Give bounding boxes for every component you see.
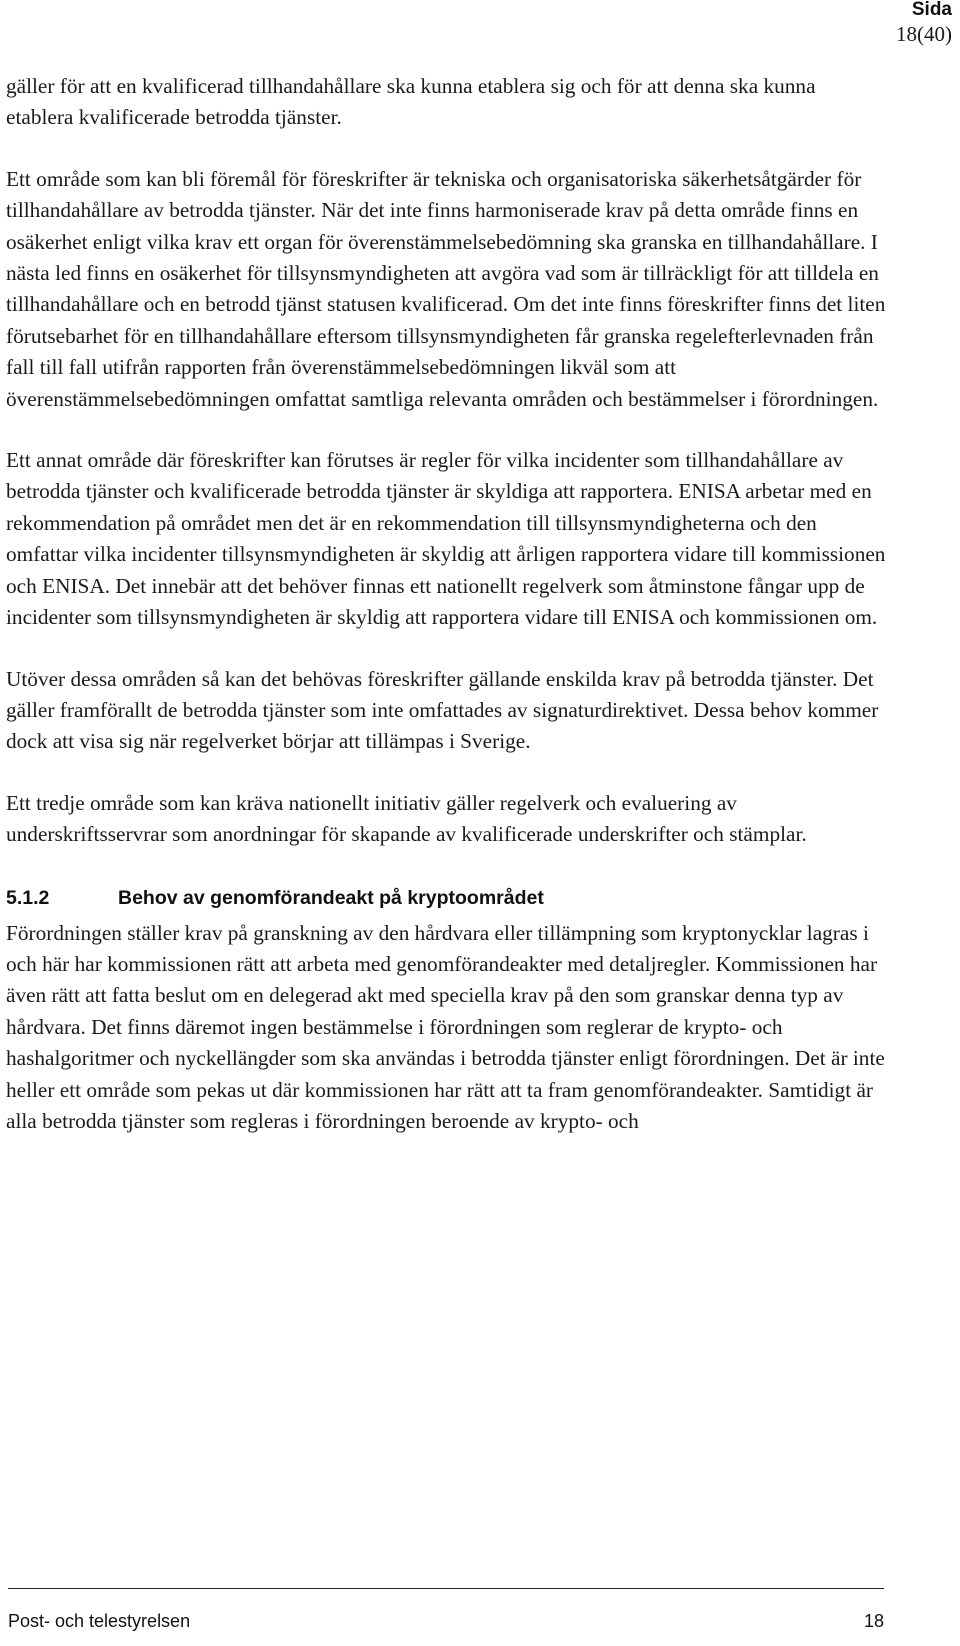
footer-divider <box>8 1588 884 1589</box>
page-label: Sida <box>911 0 952 20</box>
paragraph-intro-continuation: gäller för att en kvalificerad tillhandahållare ska kunna etablera sig och för att denna ska kunna etablera kvalificerade betrodda tjänster. <box>6 74 816 130</box>
paragraph-signature-servers: Ett tredje område som kan kräva nationellt initiativ gäller regelverk och evaluering av underskriftsservrar som anordningar för skapande av kvalificerade underskrifter och stämplar. <box>6 790 807 847</box>
footer-organization: Post- och telestyrelsen <box>8 1611 191 1631</box>
section-number: 5.1.2 <box>6 886 50 909</box>
document-body <box>6 71 886 1167</box>
footer-page-number: 18 <box>863 1611 884 1631</box>
section-title: Behov av genomförandeakt på kryptoområdet <box>118 886 544 909</box>
paragraph-crypto-implementing-acts: Förordningen ställer krav på granskning av den hårdvara eller tillämpning som kryptonycklar lagras i och här har kommissionen rätt att arbeta med genomförandeakter med detaljregler. Kommissionen har även rätt att fatta beslut om en delegerad akt med speciella krav på den som granskar denna typ av hårdvara. Det finns däremot ingen bestämmelse i förordningen som reglerar de krypto- och hashalgoritmer och nyckellängder som ska användas i betrodda tjänster enligt förordningen. Det är inte heller ett område som pekas ut där kommissionen har rätt att ta fram genomförandeakter. Samtidigt är alla betrodda tjänster som regleras i förordningen beroende av krypto- och <box>6 920 885 1133</box>
page-header <box>896 0 952 48</box>
page-number: 18(40) <box>896 22 952 46</box>
paragraph-security-measures: Ett område som kan bli föremål för föreskrifter är tekniska och organisatoriska säkerhetsåtgärder för tillhandahållare av betrodda tjänster. När det inte finns harmoniserade krav på detta område finns en osäkerhet enligt vilka krav ett organ för överenstämmelsebedömning ska granska en tillhandahållare. I nästa led finns en osäkerhet för tillsynsmyndigheten att avgöra vad som är tillräckligt för att tilldela en tillhandahållare och en betrodd tjänst statusen kvalificerad. Om det inte finns föreskrifter finns det liten förutsebarhet för en tillhandahållare eftersom tillsynsmyndigheten får granska regelefterlevnaden från fall till fall utifrån rapporten från överenstämmelsebedömningen likväl som att överenstämmelsebedömningen omfattat samtliga relevanta områden och bestämmelser i förordningen. <box>6 166 886 411</box>
section-heading <box>6 881 886 912</box>
paragraph-incident-reporting: Ett annat område där föreskrifter kan förutses är regler för vilka incidenter som tillhandahållare av betrodda tjänster och kvalificerade betrodda tjänster är skyldiga att rapportera. ENISA arbetar med en rekommendation på området men det är en rekommendation till tillsynsmyndigheterna och den omfattar vilka incidenter tillsynsmyndigheten är skyldig att årligen rapportera vidare till kommissionen och ENISA. Det innebär att det behöver finnas ett nationellt regelverk som åtminstone fångar upp de incidenter som tillsynsmyndigheten är skyldig att rapportera vidare till ENISA och kommissionen om. <box>6 448 886 630</box>
paragraph-individual-requirements: Utöver dessa områden så kan det behövas föreskrifter gällande enskilda krav på betrodda tjänster. Det gäller framförallt de betrodda tjänster som inte omfattades av signaturdirektivet. Dessa behov kommer dock att visa sig när regelverket börjar att tillämpas i Sverige. <box>6 666 879 754</box>
